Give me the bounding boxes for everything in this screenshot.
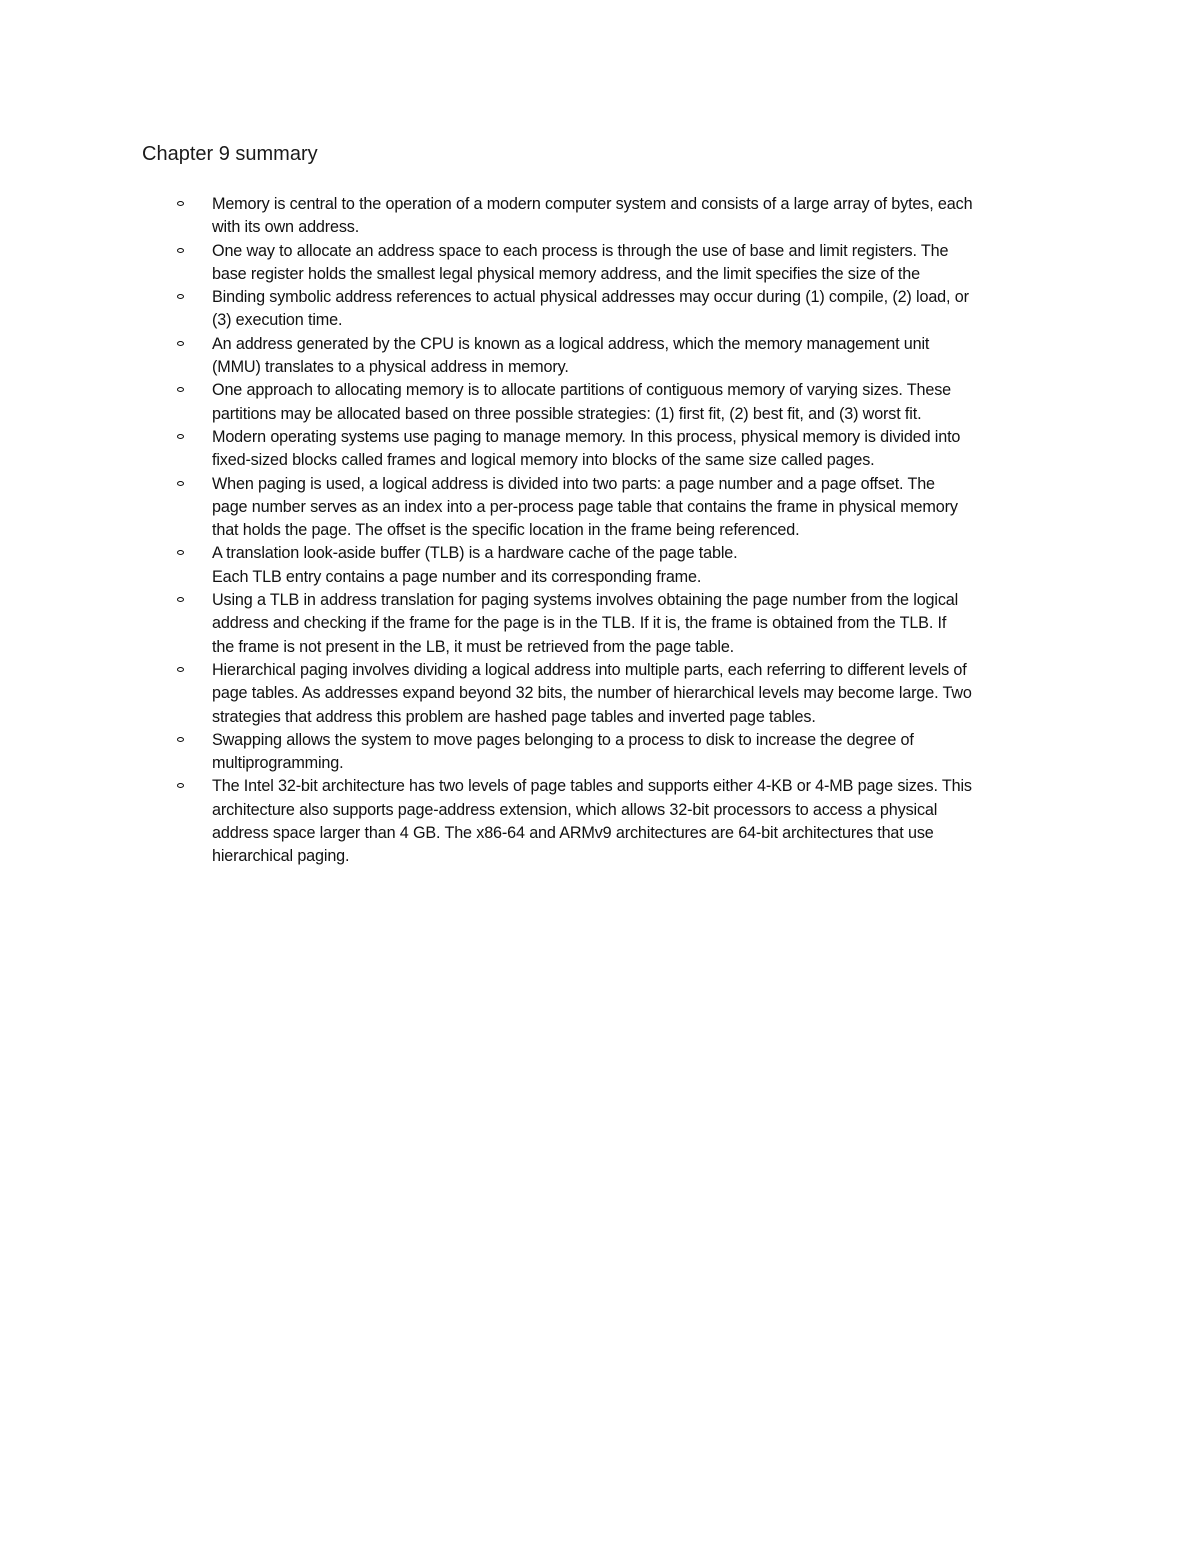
list-item-text-line: Binding symbolic address references to actual physical addresses may occur during (1) compile, (2) load, or xyxy=(212,288,969,307)
list-item-text-line: that holds the page. The offset is the specific location in the frame being referenced. xyxy=(212,521,800,540)
list-item-text-line: One way to allocate an address space to each process is through the use of base and limit registers. The xyxy=(212,241,949,260)
list-item xyxy=(0,286,1200,333)
bullet-icon xyxy=(177,434,184,439)
list-item-text-line: page tables. As addresses expand beyond 32 bits, the number of hierarchical levels may become large. Two xyxy=(212,684,972,703)
list-item xyxy=(0,775,1200,868)
bullet-icon xyxy=(177,783,184,788)
summary-list xyxy=(0,193,1200,869)
list-item xyxy=(0,333,1200,380)
bullet-icon xyxy=(177,597,184,602)
list-item-text-line: The Intel 32-bit architecture has two levels of page tables and supports either 4-KB or 4-MB page sizes. This xyxy=(212,777,972,796)
list-item-text-line: Using a TLB in address translation for paging systems involves obtaining the page number from the logical xyxy=(212,591,959,610)
list-item-text-line: An address generated by the CPU is known as a logical address, which the memory management unit xyxy=(212,334,930,353)
list-item-text-line: multiprogramming. xyxy=(212,754,344,773)
list-item-text-line: architecture also supports page-address extension, which allows 32-bit processors to access a physical xyxy=(212,800,938,819)
bullet-icon xyxy=(177,550,184,555)
list-item-text-line: with its own address. xyxy=(212,218,360,237)
list-item-text-line: When paging is used, a logical address is divided into two parts: a page number and a page offset. The xyxy=(212,474,935,493)
bullet-icon xyxy=(177,341,184,346)
bullet-icon xyxy=(177,481,184,486)
list-item-text-line: base register holds the smallest legal physical memory address, and the limit specifies the size of the xyxy=(212,264,920,283)
list-item-text-line: One approach to allocating memory is to allocate partitions of contiguous memory of varying sizes. These xyxy=(212,381,951,400)
list-item-text-line: A translation look-aside buffer (TLB) is a hardware cache of the page table. xyxy=(212,544,738,563)
list-item xyxy=(0,473,1200,543)
list-item-text-line: (3) execution time. xyxy=(212,311,343,330)
list-item-text-line: Memory is central to the operation of a modern computer system and consists of a large array of bytes, each xyxy=(212,195,973,213)
list-item xyxy=(0,240,1200,287)
list-item xyxy=(0,729,1200,776)
bullet-icon xyxy=(177,294,184,299)
list-item-text-line: fixed-sized blocks called frames and logical memory into blocks of the same size called pages. xyxy=(212,451,875,470)
list-item-text-line: the frame is not present in the LB, it must be retrieved from the page table. xyxy=(212,637,735,656)
list-item xyxy=(0,589,1200,659)
list-item xyxy=(0,193,1200,240)
list-item-text-line: (MMU) translates to a physical address in memory. xyxy=(212,358,569,377)
page-title: Chapter 9 summary xyxy=(142,143,318,165)
list-item-text-line: Hierarchical paging involves dividing a logical address into multiple parts, each referring to different levels of xyxy=(212,660,967,679)
list-item-text-line: address space larger than 4 GB. The x86-64 and ARMv9 architectures are 64-bit architectures that use xyxy=(212,824,934,843)
list-item-text-line: strategies that address this problem are hashed page tables and inverted page tables. xyxy=(212,707,816,726)
bullet-icon xyxy=(177,201,184,206)
list-item xyxy=(0,659,1200,729)
list-item xyxy=(0,379,1200,426)
list-item xyxy=(0,426,1200,473)
list-item-text-line: Swapping allows the system to move pages belonging to a process to disk to increase the degree of xyxy=(212,730,914,749)
list-item-text-line: hierarchical paging. xyxy=(212,847,350,866)
bullet-icon xyxy=(177,667,184,672)
bullet-icon xyxy=(177,387,184,392)
list-item-text-line: Each TLB entry contains a page number and its corresponding frame. xyxy=(212,567,702,586)
bullet-icon xyxy=(177,737,184,742)
list-item-text-line: address and checking if the frame for the page is in the TLB. If it is, the frame is obtained from the TLB. If xyxy=(212,614,947,633)
list-item-text-line: partitions may be allocated based on three possible strategies: (1) first fit, (2) best fit, and (3) worst fit. xyxy=(212,404,922,423)
list-item-text-line: Modern operating systems use paging to manage memory. In this process, physical memory is divided into xyxy=(212,427,961,446)
list-item-text-line: page number serves as an index into a per-process page table that contains the frame in physical memory xyxy=(212,497,958,516)
list-item xyxy=(0,542,1200,589)
bullet-icon xyxy=(177,248,184,253)
